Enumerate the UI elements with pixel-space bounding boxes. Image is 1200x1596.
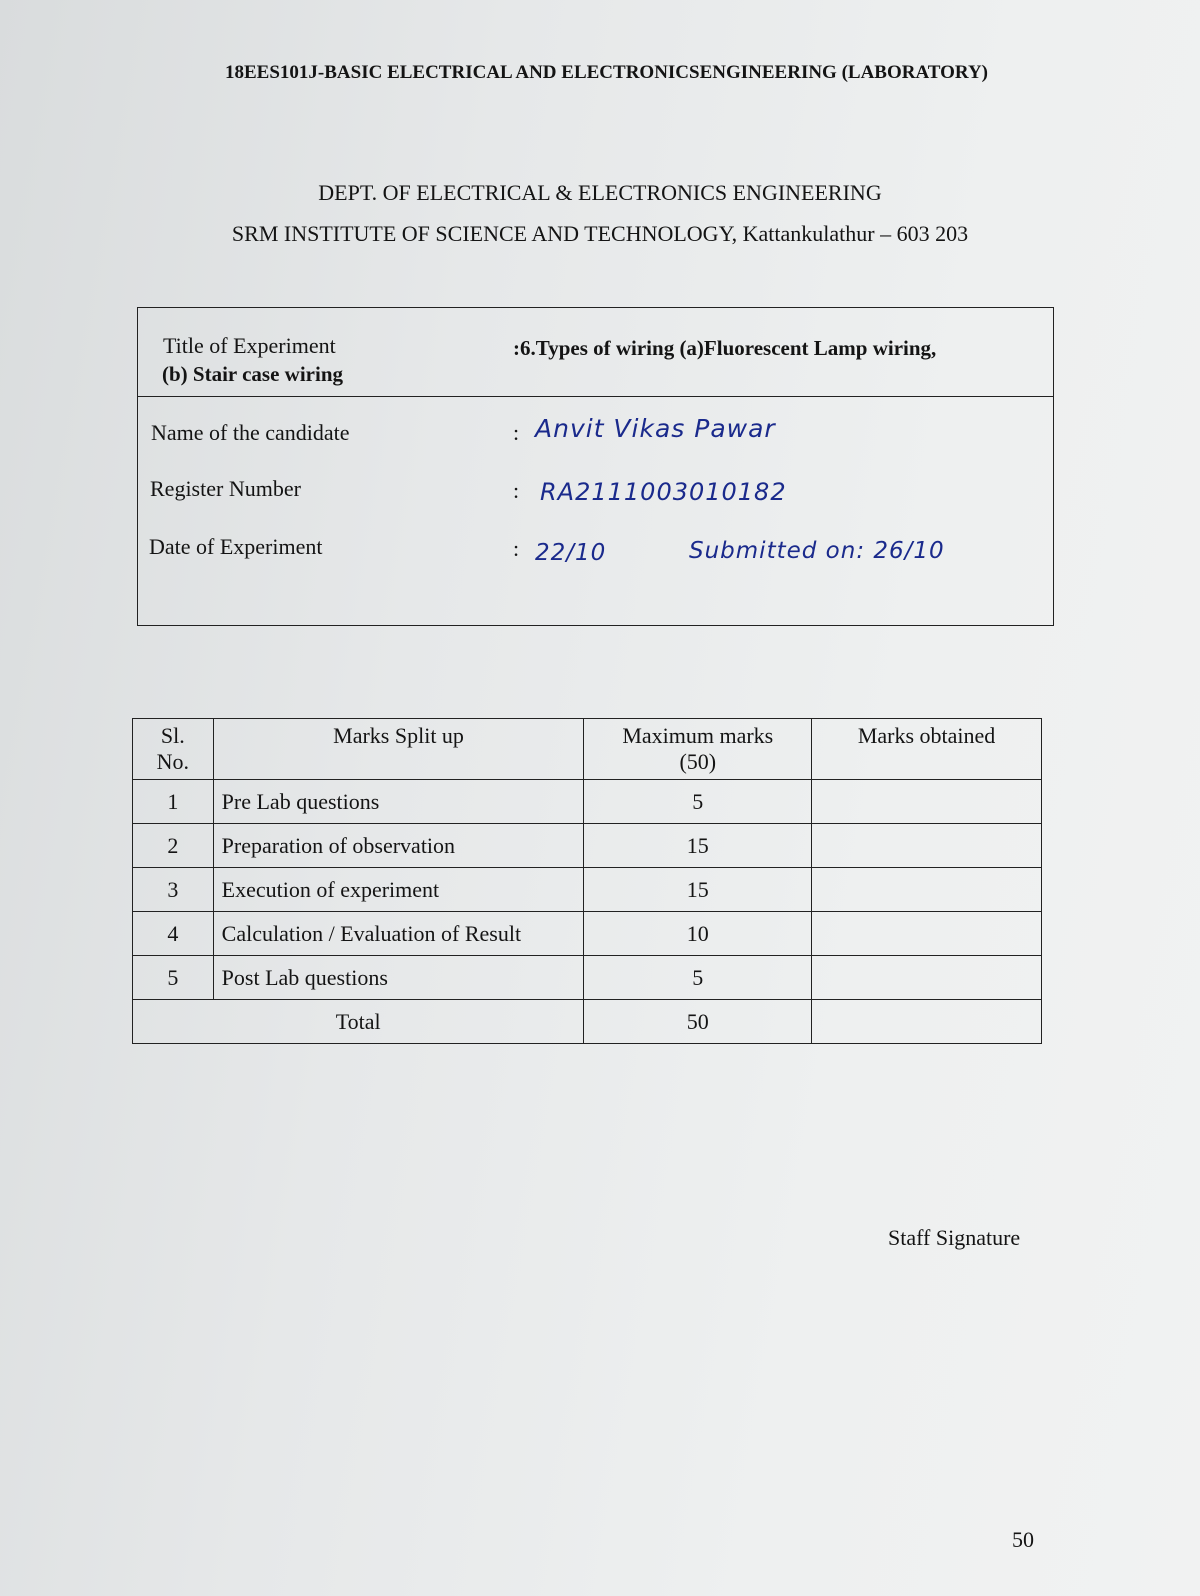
marks-table-header [133,719,1042,780]
row-no: 2 [133,824,214,868]
header-marks-split: Marks Split up [213,719,584,780]
register-colon: : [513,478,520,503]
title-value-line1: :6.Types of wiring (a)Fluorescent Lamp wiring, [513,336,937,360]
row-max: 5 [584,780,812,824]
row-max: 10 [584,912,812,956]
name-colon: : [513,420,520,445]
date-label: Date of Experiment [149,534,323,559]
row-item: Preparation of observation [213,824,584,868]
row-no: 1 [133,780,214,824]
candidate-name-handwritten: Anvit Vikas Pawar [535,414,776,443]
table-row [133,956,1042,1000]
row-max: 15 [584,824,812,868]
row-max: 15 [584,868,812,912]
row-obtained [812,868,1042,912]
row-no: 4 [133,912,214,956]
total-max: 50 [584,1000,812,1044]
row-no: 3 [133,868,214,912]
total-obtained [812,1000,1042,1044]
table-row [133,868,1042,912]
total-label: Total [133,1000,584,1044]
title-value-line2: (b) Stair case wiring [162,362,344,386]
row-obtained [812,956,1042,1000]
table-row [133,824,1042,868]
marks-table [132,718,1042,1044]
register-label: Register Number [150,476,301,501]
header-max-marks: Maximum marks (50) [584,719,812,780]
name-label: Name of the candidate [151,420,350,445]
date-colon: : [513,536,520,561]
row-item: Post Lab questions [213,956,584,1000]
table-row [133,912,1042,956]
row-obtained [812,824,1042,868]
experiment-date-handwritten: 22/10 [535,540,607,566]
row-item: Pre Lab questions [213,780,584,824]
page-number: 50 [1012,1527,1034,1552]
institute-name: SRM INSTITUTE OF SCIENCE AND TECHNOLOGY, Kattankulathur – 603 203 [231,221,969,246]
staff-signature-label: Staff Signature [888,1225,1021,1250]
header-marks-obtained: Marks obtained [812,719,1042,780]
row-no: 5 [133,956,214,1000]
row-item: Calculation / Evaluation of Result [213,912,584,956]
row-max: 5 [584,956,812,1000]
table-row [133,780,1042,824]
title-label: Title of Experiment [163,333,336,358]
submitted-date-handwritten: Submitted on: 26/10 [689,538,945,564]
row-item: Execution of experiment [213,868,584,912]
header-sl-no: Sl. No. [133,719,214,780]
row-obtained [812,912,1042,956]
course-title: 18EES101J-BASIC ELECTRICAL AND ELECTRONICSENGINEERING (LABORATORY) [225,62,989,83]
register-number-handwritten: RA2111003010182 [540,478,787,506]
experiment-info-box [137,307,1054,626]
department-name: DEPT. OF ELECTRICAL & ELECTRONICS ENGINEERING [318,180,882,205]
row-obtained [812,780,1042,824]
title-divider [138,396,1053,397]
total-row [133,1000,1042,1044]
